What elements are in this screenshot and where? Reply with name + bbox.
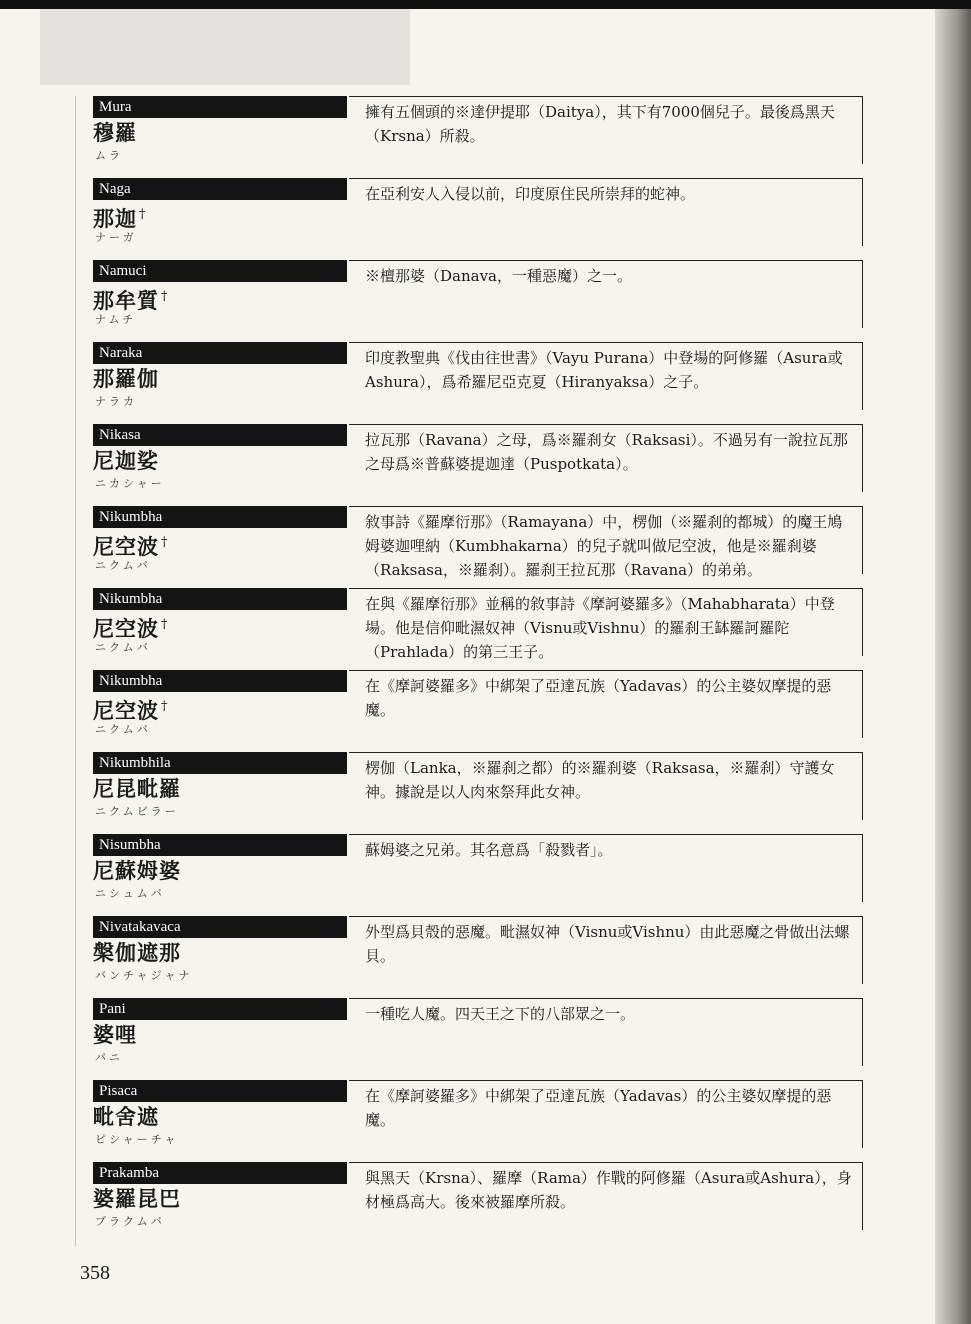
scan-top-edge — [0, 0, 971, 9]
glossary-entry — [93, 670, 863, 752]
entry-name-chinese — [93, 858, 181, 884]
glossary-entry — [93, 752, 863, 834]
dagger-mark: † — [161, 535, 169, 550]
entry-description: 在《摩訶婆羅多》中綁架了亞達瓦族（Yadavas）的公主婆奴摩提的惡魔。 — [365, 677, 832, 719]
entry-description: 印度教聖典《伐由往世書》（Vayu Purana）中登場的阿修羅（Asura或Ashura），爲希羅尼亞克夏（Hiranyaksa）之子。 — [365, 349, 843, 391]
entry-description: 楞伽（Lanka，※羅刹之都）的※羅刹婆（Raksasa，※羅刹）守護女神。據說是以人肉來祭拜此女神。 — [365, 759, 835, 801]
entry-name-chinese-text: 槃伽遮那 — [93, 941, 181, 965]
entry-name-chinese — [93, 612, 169, 642]
entry-name-chinese — [93, 694, 169, 724]
entry-name-katakana: ニクムバ — [95, 641, 151, 654]
glossary-entry — [93, 588, 863, 670]
entry-description: 外型爲貝殼的惡魔。毗濕奴神（Visnu或Vishnu）由此惡魔之骨做出法螺貝。 — [365, 923, 850, 965]
entry-name-english: Nikumbha — [93, 588, 347, 610]
entry-name-chinese-text: 毗舍遮 — [93, 1105, 159, 1129]
entry-name-english: Nivatakavaca — [93, 916, 347, 938]
glossary-entry — [93, 506, 863, 588]
entry-name-chinese — [93, 940, 181, 966]
entry-description: 與黑天（Krsna）、羅摩（Rama）作戰的阿修羅（Asura或Ashura），身材極爲高大。後來被羅摩所殺。 — [365, 1169, 852, 1211]
entry-name-english: Nisumbha — [93, 834, 347, 856]
entry-name-chinese-text: 那羅伽 — [93, 367, 159, 391]
entry-name-chinese — [93, 1186, 181, 1212]
entry-name-chinese — [93, 1022, 137, 1048]
entry-name-katakana: プラクムバ — [95, 1215, 165, 1228]
entry-name-chinese — [93, 1104, 159, 1130]
entry-name-english: Nikasa — [93, 424, 347, 446]
entry-name-katakana: ニカシャー — [95, 477, 165, 490]
margin-rule — [75, 96, 76, 1246]
glossary-entry — [93, 342, 863, 424]
entry-name-katakana: ニクムバ — [95, 559, 151, 572]
entry-name-english: Namuci — [93, 260, 347, 282]
entry-description: 拉瓦那（Ravana）之母，爲※羅刹女（Raksasi）。不過另有一說拉瓦那之母爲※普蘇婆提迦達（Puspotkata）。 — [365, 431, 848, 473]
glossary-entry — [93, 916, 863, 998]
page-gutter — [935, 9, 971, 1324]
entry-name-katakana: ナラカ — [95, 395, 137, 408]
entry-name-chinese-text: 尼迦娑 — [93, 449, 159, 473]
glossary-entry — [93, 1080, 863, 1162]
entry-name-english: Pani — [93, 998, 347, 1020]
entry-name-english: Pisaca — [93, 1080, 347, 1102]
entry-description: 在亞利安人入侵以前，印度原住民所崇拜的蛇神。 — [365, 185, 696, 203]
entry-name-katakana: ピシャーチャ — [95, 1133, 179, 1146]
entry-name-katakana: ナーガ — [95, 231, 137, 244]
entry-name-english: Nikumbha — [93, 670, 347, 692]
entry-name-chinese — [93, 448, 159, 474]
glossary-entry — [93, 96, 863, 178]
entry-name-katakana: ナムチ — [95, 313, 137, 326]
entry-description: 蘇姆婆之兄弟。其名意爲「殺戮者」。 — [365, 841, 613, 859]
entry-name-chinese-text: 尼蘇姆婆 — [93, 859, 181, 883]
entry-name-chinese-text: 穆羅 — [93, 121, 137, 145]
entry-description: 擁有五個頭的※達伊提耶（Daitya），其下有7000個兒子。最後爲黑天（Krsna）所殺。 — [365, 103, 835, 145]
dagger-mark: † — [161, 617, 169, 632]
entry-name-chinese-text: 那迦 — [93, 207, 137, 231]
entry-name-katakana: ニクムバ — [95, 723, 151, 736]
entry-name-katakana: ニクムビラー — [95, 805, 179, 818]
entry-name-katakana: ムラ — [95, 149, 123, 162]
entry-name-katakana: パニ — [95, 1051, 123, 1064]
entry-name-english: Naga — [93, 178, 347, 200]
glossary-entry — [93, 998, 863, 1080]
glossary-entry — [93, 1162, 863, 1244]
entry-description: 敘事詩《羅摩衍那》（Ramayana）中，楞伽（※羅刹的都城）的魔王鳩姆婆迦哩納（Kumbhakarna）的兒子就叫做尼空波，他是※羅刹婆（Raksasa，※羅刹）。羅刹王拉瓦那（Ravana）的弟弟。 — [365, 513, 843, 579]
entry-name-chinese-text: 尼昆毗羅 — [93, 777, 181, 801]
entry-description: 一種吃人魔。四天王之下的八部眾之一。 — [365, 1005, 636, 1023]
entry-name-chinese — [93, 530, 169, 560]
glossary-entry — [93, 834, 863, 916]
entry-name-english: Naraka — [93, 342, 347, 364]
entry-description: ※檀那婆（Danava，一種惡魔）之一。 — [365, 267, 632, 285]
dagger-mark: † — [161, 699, 169, 714]
entry-description: 在《摩訶婆羅多》中綁架了亞達瓦族（Yadavas）的公主婆奴摩提的惡魔。 — [365, 1087, 832, 1129]
page-number: 358 — [80, 1262, 110, 1284]
glossary-entry — [93, 178, 863, 260]
entry-name-chinese-text: 婆哩 — [93, 1023, 137, 1047]
bleed-through-band — [40, 9, 410, 85]
glossary-entry — [93, 260, 863, 342]
dagger-mark: † — [139, 207, 147, 222]
entry-name-english: Nikumbha — [93, 506, 347, 528]
entry-name-chinese-text: 婆羅昆巴 — [93, 1187, 181, 1211]
entry-name-english: Mura — [93, 96, 347, 118]
entry-name-chinese — [93, 284, 169, 314]
entry-name-chinese-text: 那牟質 — [93, 289, 159, 313]
entry-name-english: Nikumbhila — [93, 752, 347, 774]
entry-name-katakana: ニシュムバ — [95, 887, 165, 900]
entry-name-chinese-text: 尼空波 — [93, 617, 159, 641]
entry-description: 在與《羅摩衍那》並稱的敘事詩《摩訶婆羅多》（Mahabharata）中登場。他是信仰毗濕奴神（Visnu或Vishnu）的羅刹王缽羅訶羅陀（Prahlada）的第三王子。 — [365, 595, 835, 661]
entry-name-chinese — [93, 202, 147, 232]
glossary-entries — [93, 96, 863, 1244]
entry-name-chinese-text: 尼空波 — [93, 699, 159, 723]
entry-name-chinese — [93, 366, 159, 392]
entry-name-chinese-text: 尼空波 — [93, 535, 159, 559]
entry-name-chinese — [93, 120, 137, 146]
dagger-mark: † — [161, 289, 169, 304]
glossary-entry — [93, 424, 863, 506]
entry-name-katakana: バンチャジャナ — [95, 969, 193, 982]
entry-name-english: Prakamba — [93, 1162, 347, 1184]
entry-name-chinese — [93, 776, 181, 802]
